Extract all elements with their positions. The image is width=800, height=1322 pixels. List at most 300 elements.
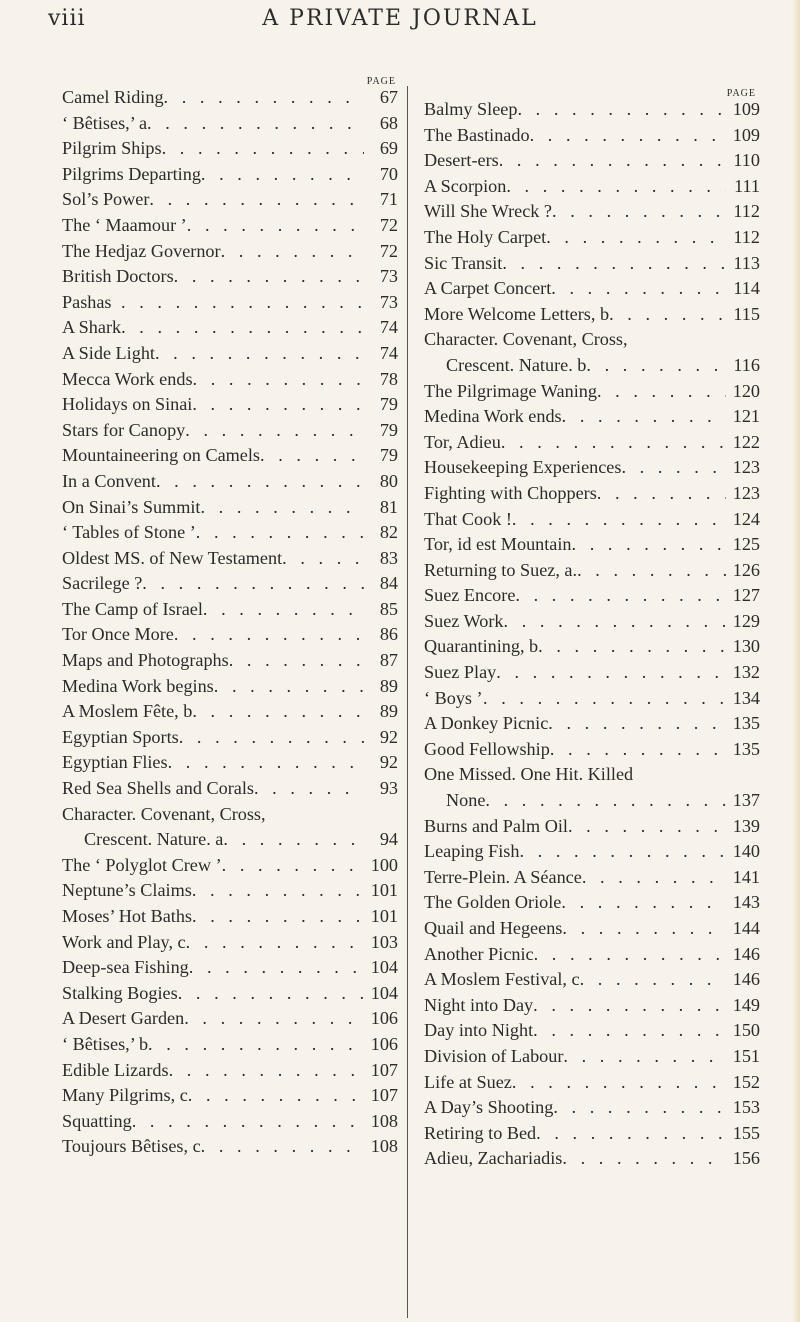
contents-entry: [62, 162, 398, 188]
entry-page-number: 124: [732, 508, 760, 529]
dot-leader: [192, 878, 364, 904]
entry-page-number: 85: [379, 598, 398, 619]
dot-leader: [168, 750, 364, 776]
entry-title: Red Sea Shells and Corals: [62, 778, 254, 799]
entry-title: Egyptian Flies: [62, 752, 168, 773]
entry-title: Quail and Hegeens: [424, 918, 563, 938]
entry-page-number: 82: [379, 522, 398, 543]
entry-page-number: 120: [732, 380, 760, 401]
entry-page-number: 151: [732, 1045, 760, 1066]
contents-entry: [424, 430, 760, 456]
entry-title: Day into Night: [424, 1020, 534, 1041]
dot-leader: [502, 251, 726, 277]
contents-entry: [424, 583, 760, 609]
entry-page-number: 135: [732, 738, 760, 759]
entry-title: The Holy Carpet: [424, 226, 547, 247]
contents-entry: [424, 839, 760, 865]
entry-title: A Day’s Shooting: [424, 1097, 554, 1118]
entry-title: Camel Riding: [62, 87, 164, 107]
contents-entry: [62, 341, 398, 367]
entry-page-number: 86: [379, 624, 398, 645]
entry-page-number: 112: [733, 226, 760, 247]
entry-page-number: 73: [379, 291, 398, 312]
contents-entry: [424, 942, 760, 968]
entry-page-number: 123: [732, 482, 760, 503]
entry-page-number: 101: [370, 880, 398, 901]
entry-page-number: 146: [732, 969, 760, 990]
contents-entry: [424, 353, 760, 379]
contents-entry: [62, 1083, 398, 1109]
page-edge: [792, 0, 800, 1322]
contents-entry: [62, 239, 398, 265]
entry-title: The ‘ Maamour ’: [62, 214, 187, 235]
contents-entry: [424, 660, 760, 686]
contents-entry: [424, 737, 760, 763]
entry-page-number: 139: [732, 815, 760, 836]
dot-leader: [534, 942, 726, 968]
entry-page-number: 150: [732, 1020, 760, 1041]
contents-entry: [62, 367, 398, 393]
entry-title: Night into Day: [424, 994, 534, 1015]
entry-page-number: 140: [732, 841, 760, 862]
dot-leader: [121, 315, 364, 341]
contents-entry: [62, 1006, 398, 1032]
entry-title: Mountaineering on Camels: [62, 445, 261, 466]
entry-page-number: 110: [733, 150, 760, 171]
entry-title: That Cook !: [424, 508, 512, 529]
contents-entry: [424, 1146, 760, 1172]
contents-entry: [62, 418, 398, 444]
entry-page-number: 107: [370, 1059, 398, 1080]
entry-title: Tor, Adieu: [424, 431, 501, 452]
entry-page-number: 132: [732, 662, 760, 683]
dot-leader: [609, 302, 726, 328]
dot-leader: [496, 660, 726, 686]
contents-entry: [424, 916, 760, 942]
entry-page-number: 73: [379, 266, 398, 287]
entry-title: Maps and Photographs: [62, 650, 229, 671]
entry-title: A Donkey Picnic: [424, 713, 549, 734]
entry-title: ‘ Tables of Stone ’: [62, 522, 196, 543]
entry-page-number: 156: [732, 1148, 760, 1169]
contents-entry: [62, 571, 398, 597]
dot-leader: [515, 583, 726, 609]
entry-title: A Moslem Festival, c: [424, 969, 580, 990]
entry-page-number: 126: [732, 559, 760, 580]
entry-title: Crescent. Nature. a: [84, 829, 224, 850]
dot-leader: [572, 532, 726, 558]
entry-title: None: [446, 790, 486, 811]
contents-entry: [62, 597, 398, 623]
dot-leader: [553, 1095, 726, 1121]
entry-title: Quarantining, b: [424, 636, 539, 657]
entry-page-number: 122: [732, 431, 760, 452]
entry-page-number: 137: [732, 790, 760, 811]
dot-leader: [562, 1146, 726, 1172]
contents-entry: [424, 379, 760, 405]
entry-page-number: 107: [370, 1085, 398, 1106]
dot-leader: [485, 788, 726, 814]
contents-entry: [424, 609, 760, 635]
contents-entry: [62, 520, 398, 546]
dot-leader: [174, 264, 364, 290]
contents-entry: [62, 264, 398, 290]
contents-entry: [424, 993, 760, 1019]
dot-leader: [142, 571, 364, 597]
entry-page-number: 79: [379, 445, 398, 466]
contents-entry: [424, 788, 760, 814]
entry-page-number: 134: [732, 687, 760, 708]
entry-page-number: 71: [379, 189, 398, 210]
dot-leader: [132, 1109, 364, 1135]
entry-title: Good Fellowship: [424, 738, 550, 759]
dot-leader: [186, 930, 364, 956]
entry-title: Desert-ers: [424, 150, 499, 171]
dot-leader: [185, 418, 364, 444]
entry-page-number: 116: [733, 354, 760, 375]
contents-entry: [62, 699, 398, 725]
dot-leader: [499, 148, 726, 174]
entry-title: One Missed. One Hit. Killed: [424, 764, 634, 785]
dot-leader: [187, 213, 364, 239]
contents-entry: [62, 136, 398, 162]
entry-page-number: 72: [379, 214, 398, 235]
entry-title: Egyptian Sports: [62, 726, 179, 747]
dot-leader: [501, 430, 726, 456]
entry-page-number: 155: [732, 1122, 760, 1143]
dot-leader: [155, 341, 364, 367]
dot-leader: [282, 546, 364, 572]
entry-page-number: 104: [370, 957, 398, 978]
contents-entry: [62, 443, 398, 469]
dot-leader: [586, 353, 726, 379]
entry-title: Stalking Bogies: [62, 982, 178, 1003]
contents-entry: [62, 750, 398, 776]
entry-page-number: 92: [379, 752, 398, 773]
entry-page-number: 112: [733, 201, 760, 222]
entry-page-number: 125: [732, 534, 760, 555]
entry-title: Work and Play, c: [62, 931, 186, 952]
contents-entry: [424, 762, 760, 788]
entry-title: Crescent. Nature. b: [446, 354, 587, 375]
entry-title: Tor, id est Mountain: [424, 534, 572, 555]
entry-title: A Desert Garden: [62, 1008, 185, 1029]
contents-entry: [424, 148, 760, 174]
entry-page-number: 89: [379, 675, 398, 696]
entry-title: Sol’s Power: [62, 189, 150, 210]
entry-page-number: 141: [732, 866, 760, 887]
contents-entry: [424, 865, 760, 891]
entry-title: Deep-sea Fishing: [62, 957, 189, 978]
dot-leader: [483, 686, 726, 712]
entry-page-number: 152: [732, 1071, 760, 1092]
entry-page-number: 144: [732, 918, 760, 938]
entry-page-number: 89: [379, 701, 398, 722]
entry-title: Oldest MS. of New Testament: [62, 547, 283, 568]
dot-leader: [192, 699, 364, 725]
contents-list-right: [424, 97, 760, 1172]
dot-leader: [517, 97, 726, 123]
entry-page-number: 101: [370, 906, 398, 926]
contents-entry: [62, 213, 398, 239]
entry-title: Holidays on Sinai: [62, 394, 193, 415]
dot-leader: [597, 379, 726, 405]
contents-entry: [62, 187, 398, 213]
dot-leader: [192, 904, 364, 930]
entry-page-number: 115: [733, 303, 760, 324]
entry-page-number: 113: [733, 252, 760, 273]
entry-title: Toujours Bêtises, c: [62, 1136, 201, 1157]
entry-title: A Carpet Concert: [424, 278, 552, 299]
entry-page-number: 79: [379, 419, 398, 440]
contents-entry: [424, 1095, 760, 1121]
running-head: A PRIVATE JOURNAL: [262, 6, 538, 31]
contents-entry: [424, 481, 760, 507]
contents-entry: [62, 878, 398, 904]
dot-leader: [189, 955, 364, 981]
entry-page-number: 130: [732, 636, 760, 657]
entry-title: Pilgrims Departing: [62, 163, 201, 184]
contents-entry: [62, 904, 398, 930]
contents-entry: [62, 674, 398, 700]
entry-title: The Hedjaz Governor: [62, 240, 221, 261]
entry-title: The Bastinado: [424, 124, 530, 145]
entry-page-number: 106: [370, 1008, 398, 1029]
entry-title: Burns and Palm Oil: [424, 815, 568, 836]
entry-title: Squatting: [62, 1110, 132, 1131]
entry-title: ‘ Boys ’: [424, 687, 483, 708]
contents-entry: [62, 469, 398, 495]
dot-leader: [164, 85, 364, 111]
entry-title: The Golden Oriole: [424, 892, 562, 913]
entry-title: Sic Transit: [424, 252, 503, 273]
contents-entry: [424, 814, 760, 840]
dot-leader: [538, 634, 726, 660]
entry-title: On Sinai’s Summit: [62, 496, 201, 517]
entry-page-number: 143: [732, 892, 760, 913]
page-column-label: PAGE: [726, 88, 756, 99]
entry-title: Character. Covenant, Cross,: [62, 803, 266, 824]
contents-entry: [424, 686, 760, 712]
entry-title: Division of Labour: [424, 1045, 564, 1066]
dot-leader: [550, 737, 726, 763]
entry-page-number: 69: [379, 138, 398, 159]
entry-title: Sacrilege ?: [62, 573, 143, 594]
entry-title: Pilgrim Ships: [62, 138, 162, 159]
dot-leader: [546, 225, 726, 251]
entry-page-number: 111: [734, 175, 760, 196]
entry-title: Retiring to Bed: [424, 1122, 537, 1143]
contents-entry: [424, 711, 760, 737]
entry-page-number: 83: [379, 547, 398, 568]
contents-entry: [62, 1134, 398, 1160]
dot-leader: [512, 1070, 726, 1096]
entry-page-number: 149: [732, 994, 760, 1015]
dot-leader: [222, 853, 364, 879]
entry-title: The Camp of Israel: [62, 598, 203, 619]
dot-leader: [200, 495, 364, 521]
entry-title: Tor Once More: [62, 624, 174, 645]
entry-title: Balmy Sleep: [424, 99, 518, 119]
dot-leader: [582, 865, 726, 891]
entry-title: A Shark: [62, 317, 122, 338]
contents-entry: [62, 111, 398, 137]
entry-page-number: 68: [379, 112, 398, 133]
contents-entry: [424, 123, 760, 149]
dot-leader: [568, 814, 726, 840]
dot-leader: [551, 276, 726, 302]
contents-entry: [424, 404, 760, 430]
entry-title: Fighting with Choppers: [424, 482, 597, 503]
contents-entry: [424, 532, 760, 558]
contents-entry: [62, 827, 398, 853]
entry-page-number: 146: [732, 943, 760, 964]
contents-entry: [62, 981, 398, 1007]
entry-title: Suez Play: [424, 662, 497, 683]
entry-page-number: 109: [732, 99, 760, 119]
dot-leader: [178, 981, 364, 1007]
contents-entry: [62, 315, 398, 341]
entry-page-number: 106: [370, 1033, 398, 1054]
entry-page-number: 127: [732, 585, 760, 606]
page-column-label: PAGE: [366, 76, 396, 87]
contents-entry: [424, 276, 760, 302]
entry-title: Many Pilgrims, c: [62, 1085, 188, 1106]
dot-leader: [536, 1121, 726, 1147]
contents-entry: [62, 853, 398, 879]
dot-leader: [201, 162, 364, 188]
dot-leader: [533, 993, 726, 1019]
contents-list-left: [62, 85, 398, 1160]
dot-leader: [188, 1083, 364, 1109]
dot-leader: [512, 507, 726, 533]
dot-leader: [179, 725, 364, 751]
entry-title: Mecca Work ends: [62, 368, 193, 389]
entry-page-number: 81: [379, 496, 398, 517]
entry-title: Will She Wreck ?: [424, 201, 552, 222]
entry-title: Moses’ Hot Baths: [62, 906, 193, 926]
entry-title: In a Convent: [62, 470, 156, 491]
entry-title: Terre-Plein. A Séance: [424, 866, 582, 887]
contents-entry: [424, 455, 760, 481]
contents-entry: [424, 967, 760, 993]
entry-title: ‘ Bêtises,’ b: [62, 1033, 149, 1054]
dot-leader: [552, 199, 726, 225]
entry-page-number: 87: [379, 650, 398, 671]
entry-page-number: 114: [733, 278, 760, 299]
entry-page-number: 94: [379, 829, 398, 850]
contents-entry: [62, 290, 398, 316]
contents-entry: [62, 546, 398, 572]
contents-entry: [424, 97, 760, 123]
entry-title: A Scorpion: [424, 175, 507, 196]
contents-entry: [62, 622, 398, 648]
contents-entry: [62, 495, 398, 521]
entry-page-number: 80: [379, 470, 398, 491]
contents-column-right: [424, 84, 760, 1172]
contents-entry: [424, 1044, 760, 1070]
entry-page-number: 67: [379, 87, 398, 107]
contents-entry: [62, 85, 398, 111]
page-roman-numeral: viii: [48, 6, 86, 31]
dot-leader: [193, 367, 364, 393]
entry-title: Adieu, Zachariadis: [424, 1148, 563, 1169]
dot-leader: [597, 481, 726, 507]
dot-leader: [621, 455, 726, 481]
contents-entry: [424, 251, 760, 277]
dot-leader: [504, 609, 726, 635]
dot-leader: [201, 1134, 364, 1160]
dot-leader: [147, 111, 364, 137]
dot-leader: [148, 1032, 364, 1058]
dot-leader: [562, 404, 726, 430]
column-divider: [407, 86, 408, 1318]
entry-page-number: 74: [379, 317, 398, 338]
entry-page-number: 103: [370, 931, 398, 952]
contents-entry: [424, 558, 760, 584]
dot-leader: [196, 520, 364, 546]
entry-title: Pashas: [62, 291, 112, 312]
dot-leader: [192, 392, 364, 418]
entry-title: Neptune’s Claims: [62, 880, 192, 901]
dot-leader: [174, 622, 364, 648]
entry-title: Another Picnic: [424, 943, 534, 964]
entry-title: The ‘ Polyglot Crew ’: [62, 854, 222, 875]
entry-page-number: 109: [732, 124, 760, 145]
contents-entry: [424, 302, 760, 328]
dot-leader: [223, 827, 364, 853]
contents-entry: [424, 634, 760, 660]
dot-leader: [221, 239, 364, 265]
entry-title: A Side Light: [62, 342, 155, 363]
dot-leader: [548, 711, 726, 737]
entry-page-number: 79: [379, 394, 398, 415]
entry-title: Edible Lizards: [62, 1059, 169, 1080]
entry-title: ‘ Bêtises,’ a: [62, 112, 148, 133]
entry-title: A Moslem Fête, b: [62, 701, 193, 722]
entry-title: Life at Suez: [424, 1071, 512, 1092]
dot-leader: [214, 674, 364, 700]
entry-page-number: 135: [732, 713, 760, 734]
dot-leader: [580, 967, 726, 993]
contents-entry: [424, 507, 760, 533]
dot-leader: [162, 136, 364, 162]
dot-leader: [203, 597, 364, 623]
dot-leader: [156, 469, 364, 495]
entry-page-number: 93: [379, 778, 398, 799]
entry-title: Character. Covenant, Cross,: [424, 329, 628, 350]
entry-page-number: 84: [379, 573, 398, 594]
entry-page-number: 108: [370, 1136, 398, 1157]
contents-entry: [424, 890, 760, 916]
contents-entry: [424, 199, 760, 225]
contents-entry: [62, 802, 398, 828]
dot-leader: [169, 1058, 364, 1084]
dot-leader: [561, 890, 726, 916]
dot-leader: [254, 776, 364, 802]
entry-title: Housekeeping Experiences: [424, 457, 622, 478]
dot-leader: [533, 1018, 726, 1044]
entry-title: Suez Work: [424, 610, 504, 631]
dot-leader: [530, 123, 726, 149]
entry-title: Medina Work ends: [424, 406, 562, 427]
contents-column-left: [62, 76, 398, 1160]
entry-page-number: 78: [379, 368, 398, 389]
entry-title: Stars for Canopy: [62, 419, 186, 440]
dot-leader: [184, 1006, 364, 1032]
entry-page-number: 92: [379, 726, 398, 747]
entry-page-number: 123: [732, 457, 760, 478]
